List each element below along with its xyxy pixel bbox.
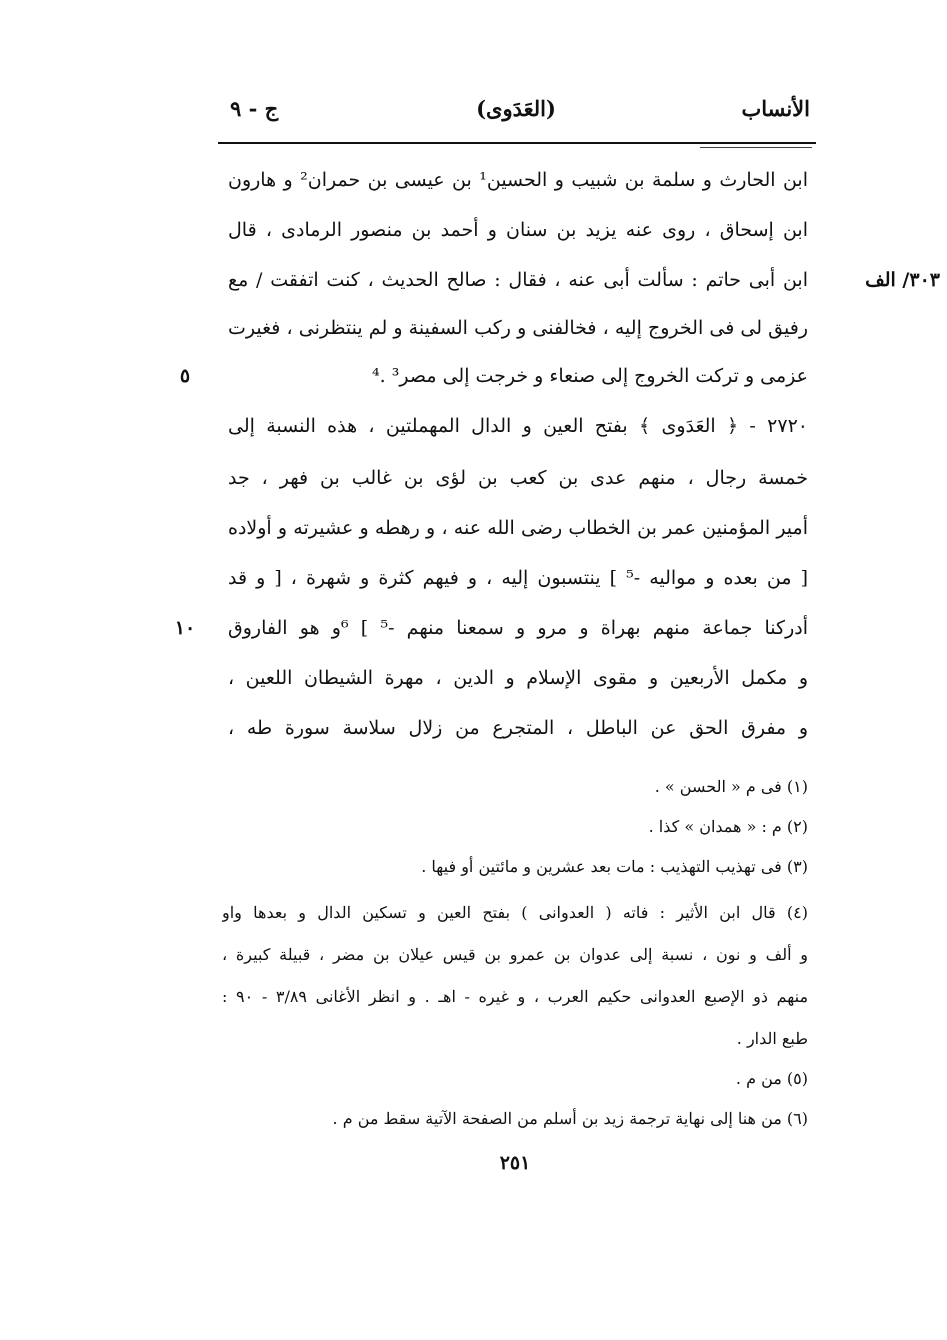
text-line-5: عزمى و تركت الخروج إلى صنعاء و خرجت إلى مصر³ .⁴ xyxy=(372,365,808,387)
footnote-3: (٣) فى تهذيب التهذيب : مات بعد عشرين و مائتين أو فيها . xyxy=(421,857,808,876)
text-line-8: أمير المؤمنين عمر بن الخطاب رضى الله عنه ، و رهطه و عشيرته و أولاده xyxy=(228,517,808,539)
text-line-11: و مكمل الأربعين و مقوى الإسلام و الدين ، مهرة الشيطان اللعين ، xyxy=(228,667,808,689)
footnote-4-line-1: (٤) قال ابن الأثير : فاته ( العدوانى ) بفتح العين و تسكين الدال و بعدها واو xyxy=(222,903,808,922)
text-line-2: ابن إسحاق ، روى عنه يزيد بن سنان و أحمد بن منصور الرمادى ، قال xyxy=(228,219,808,241)
line-number-5: ٥ xyxy=(179,365,191,387)
text-line-3: ابن أبى حاتم : سألت أبى عنه ، فقال : صالح الحديث ، كنت اتفقت / مع xyxy=(228,269,808,291)
footnote-4-line-2: و ألف و نون ، نسبة إلى عدوان بن عمرو بن قيس عيلان بن مضر ، قبيلة كبيرة ، xyxy=(222,945,808,964)
text-line-1: ابن الحارث و سلمة بن شبيب و الحسين¹ بن عيسى بن حمران² و هارون xyxy=(228,169,808,191)
text-line-12: و مفرق الحق عن الباطل ، المتجرع من زلال سلاسة سورة طه ، xyxy=(228,717,808,739)
line-number-10: ١٠ xyxy=(174,617,196,639)
footnote-4-line-3: منهم ذو الإصبع العدوانى حكيم العرب ، و غيره - اهـ . و انظر الأغانى ٣/٨٩ - ٩٠ : xyxy=(222,987,808,1006)
footnote-4-line-4: طبع الدار . xyxy=(736,1029,808,1048)
text-line-7: خمسة رجال ، منهم عدى بن كعب بن لؤى بن غالب بن فهر ، جد xyxy=(228,467,808,489)
header-book-title: الأنساب xyxy=(741,96,810,121)
header-volume: ج - ٩ xyxy=(230,96,279,121)
text-line-10: أدركنا جماعة منهم بهراة و مرو و سمعنا منهم -⁵ ] ⁶و هو الفاروق xyxy=(228,617,808,639)
page-number: ٢٥١ xyxy=(499,1152,531,1174)
text-line-9: [ من بعده و مواليه -⁵ ] ينتسبون إليه ، و فيهم كثرة و شهرة ، [ و قد xyxy=(228,567,808,589)
text-line-4: رفيق لى فى الخروج إليه ، فخالفنى و ركب السفينة و لم ينتظرنى ، فغيرت xyxy=(228,317,808,339)
folio-marker: ٣٠٣/ الف xyxy=(865,269,940,291)
entry-2720-heading-line: ٢٧٢٠ - ﴿ العَدَوى ﴾ بفتح العين و الدال المهملتين ، هذه النسبة إلى xyxy=(228,415,808,437)
running-header xyxy=(222,96,810,136)
footnote-5: (٥) من م . xyxy=(735,1069,808,1088)
footnote-2: (٢) م : « همدان » كذا . xyxy=(648,817,808,836)
header-rule-thin xyxy=(700,147,812,148)
footnote-1: (١) فى م « الحسن » . xyxy=(654,777,808,796)
header-entry-title: (العَدَوى) xyxy=(476,96,556,121)
header-rule xyxy=(218,142,816,144)
footnote-6: (٦) من هنا إلى نهاية ترجمة زيد بن أسلم من الصفحة الآتية سقط من م . xyxy=(332,1109,808,1128)
